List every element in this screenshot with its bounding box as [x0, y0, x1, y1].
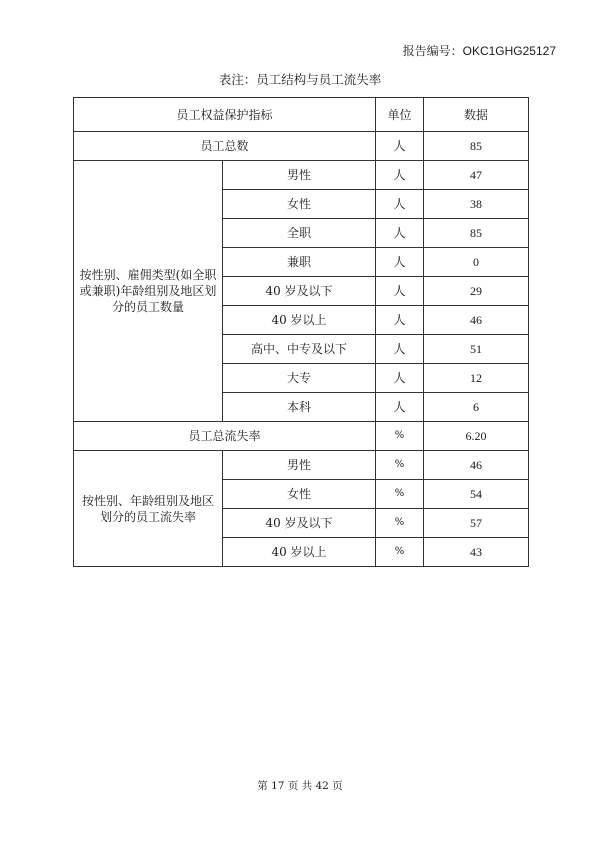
- row-unit: %: [376, 538, 424, 567]
- row-label: 员工总数: [74, 132, 376, 161]
- row-value: 38: [424, 190, 529, 219]
- row-value: 85: [424, 219, 529, 248]
- row-label: 员工总流失率: [74, 422, 376, 451]
- row-label: 男性: [223, 451, 376, 480]
- turnover-group-label: 按性别、年龄组别及地区划分的员工流失率: [74, 451, 223, 567]
- row-value: 12: [424, 364, 529, 393]
- row-unit: %: [376, 422, 424, 451]
- row-label: 40 岁及以下: [223, 509, 376, 538]
- row-value: 54: [424, 480, 529, 509]
- row-value: 57: [424, 509, 529, 538]
- header-value: 数据: [424, 98, 529, 132]
- row-unit: 人: [376, 364, 424, 393]
- row-value: 85: [424, 132, 529, 161]
- row-value: 0: [424, 248, 529, 277]
- header-unit: 单位: [376, 98, 424, 132]
- row-label: 40 岁以上: [223, 306, 376, 335]
- table-row: [74, 451, 529, 480]
- row-label: 女性: [223, 480, 376, 509]
- row-unit: 人: [376, 132, 424, 161]
- row-unit: 人: [376, 190, 424, 219]
- row-unit: 人: [376, 277, 424, 306]
- row-value: 46: [424, 306, 529, 335]
- row-value: 47: [424, 161, 529, 190]
- total-turnover-row: [74, 422, 529, 451]
- row-label: 40 岁及以下: [223, 277, 376, 306]
- row-label: 兼职: [223, 248, 376, 277]
- row-unit: %: [376, 480, 424, 509]
- total-employees-row: [74, 132, 529, 161]
- row-label: 男性: [223, 161, 376, 190]
- header-indicator: 员工权益保护指标: [74, 98, 376, 132]
- row-value: 51: [424, 335, 529, 364]
- row-label: 本科: [223, 393, 376, 422]
- row-unit: 人: [376, 219, 424, 248]
- row-value: 6: [424, 393, 529, 422]
- row-unit: 人: [376, 335, 424, 364]
- row-label: 女性: [223, 190, 376, 219]
- row-value: 29: [424, 277, 529, 306]
- row-unit: 人: [376, 306, 424, 335]
- table-caption: 表注：员工结构与员工流失率: [218, 72, 382, 87]
- row-label: 大专: [223, 364, 376, 393]
- table-row: [74, 161, 529, 190]
- row-unit: 人: [376, 248, 424, 277]
- headcount-group-label: 按性别、雇佣类型(如全职或兼职)年龄组别及地区划分的员工数量: [74, 161, 223, 422]
- table-header-row: [74, 98, 529, 132]
- row-value: 46: [424, 451, 529, 480]
- row-unit: %: [376, 509, 424, 538]
- row-unit: 人: [376, 161, 424, 190]
- row-label: 40 岁以上: [223, 538, 376, 567]
- row-unit: %: [376, 451, 424, 480]
- row-label: 全职: [223, 219, 376, 248]
- row-label: 高中、中专及以下: [223, 335, 376, 364]
- employee-structure-table: [73, 97, 529, 567]
- report-number: 报告编号：OKC1GHG25127: [402, 44, 556, 58]
- row-unit: 人: [376, 393, 424, 422]
- row-value: 43: [424, 538, 529, 567]
- row-value: 6.20: [424, 422, 529, 451]
- page-number: 第 17 页 共 42 页: [257, 780, 343, 792]
